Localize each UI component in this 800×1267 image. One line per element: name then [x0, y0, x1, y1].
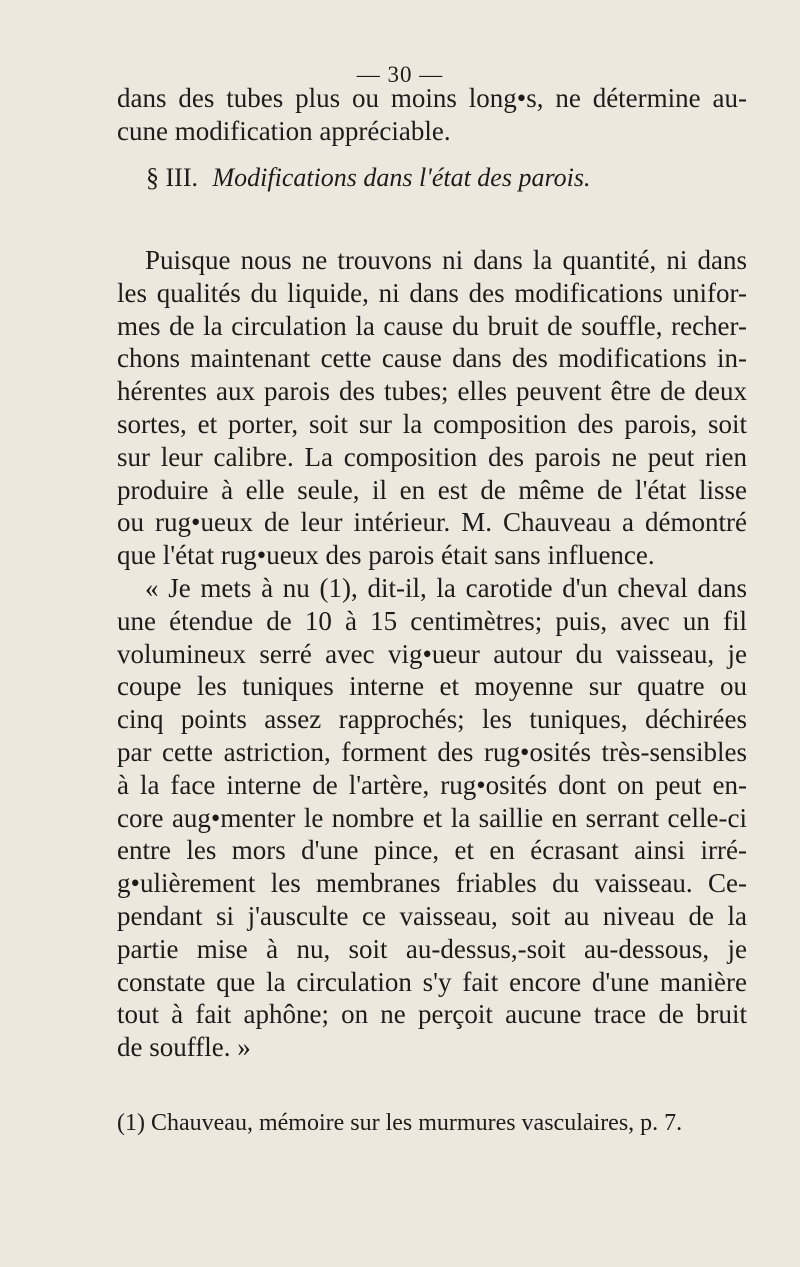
intro-paragraph — [117, 82, 747, 148]
section-number: § III. — [146, 163, 198, 192]
text-line: entre les mors d'une pince, et en écrasant ainsi irré- — [117, 835, 747, 866]
body-paragraphs — [117, 244, 747, 1064]
text-line: g•ulièrement les membranes friables du vaisseau. Ce- — [117, 868, 747, 899]
text-line: constate que la circulation s'y fait encore d'une manière — [117, 966, 747, 997]
text-line: core aug•menter le nombre et la saillie en serrant celle-ci — [117, 802, 747, 833]
text-line: mes de la circulation la cause du bruit de souffle, recher- — [117, 310, 747, 341]
text-line: « Je mets à nu (1), dit-il, la carotide d'un cheval dans — [145, 572, 747, 603]
text-line: ou rug•ueux de leur intérieur. M. Chauveau a démontré — [117, 507, 747, 538]
page-number: — 30 — — [356, 62, 444, 87]
footnote: (1) Chauveau, mémoire sur les murmures vasculaires, p. 7. — [117, 1110, 683, 1136]
text-line: à la face interne de l'artère, rug•osités dont on peut en- — [117, 769, 747, 800]
text-line: dans des tubes plus ou moins long•s, ne détermine au- — [117, 83, 747, 113]
text-line: Puisque nous ne trouvons ni dans la quantité, ni dans — [145, 245, 747, 275]
text-line: cune modification appréciable. — [117, 115, 451, 146]
text-line: partie mise à nu, soit au-dessus,-soit au-dessous, je — [117, 933, 747, 964]
text-line: de souffle. » — [117, 1032, 251, 1063]
text-line: par cette astriction, forment des rug•osités très-sensibles — [117, 736, 747, 767]
text-line: une étendue de 10 à 15 centimètres; puis, avec un fil — [117, 605, 747, 636]
text-line: coupe les tuniques interne et moyenne sur quatre ou — [117, 671, 747, 702]
text-line: volumineux serré avec vig•ueur autour du vaisseau, je — [117, 638, 747, 669]
text-line: cinq points assez rapprochés; les tuniques, déchirées — [117, 704, 747, 735]
text-line: chons maintenant cette cause dans des modifications in- — [117, 343, 747, 374]
section-heading — [146, 162, 590, 194]
text-line: pendant si j'ausculte ce vaisseau, soit au niveau de la — [117, 900, 747, 931]
text-line: que l'état rug•ueux des parois était sans influence. — [117, 540, 655, 571]
text-line: hérentes aux parois des tubes; elles peuvent être de deux — [117, 376, 747, 407]
text-line: sortes, et porter, soit sur la composition des parois, soit — [117, 408, 747, 439]
section-title: Modifications dans l'état des parois. — [212, 163, 591, 192]
text-line: produire à elle seule, il en est de même de l'état lisse — [117, 474, 747, 505]
text-line: sur leur calibre. La composition des parois ne peut rien — [117, 441, 747, 472]
text-line: tout à fait aphône; on ne perçoit aucune trace de bruit — [117, 999, 747, 1030]
text-line: les qualités du liquide, ni dans des modifications unifor- — [117, 277, 747, 308]
